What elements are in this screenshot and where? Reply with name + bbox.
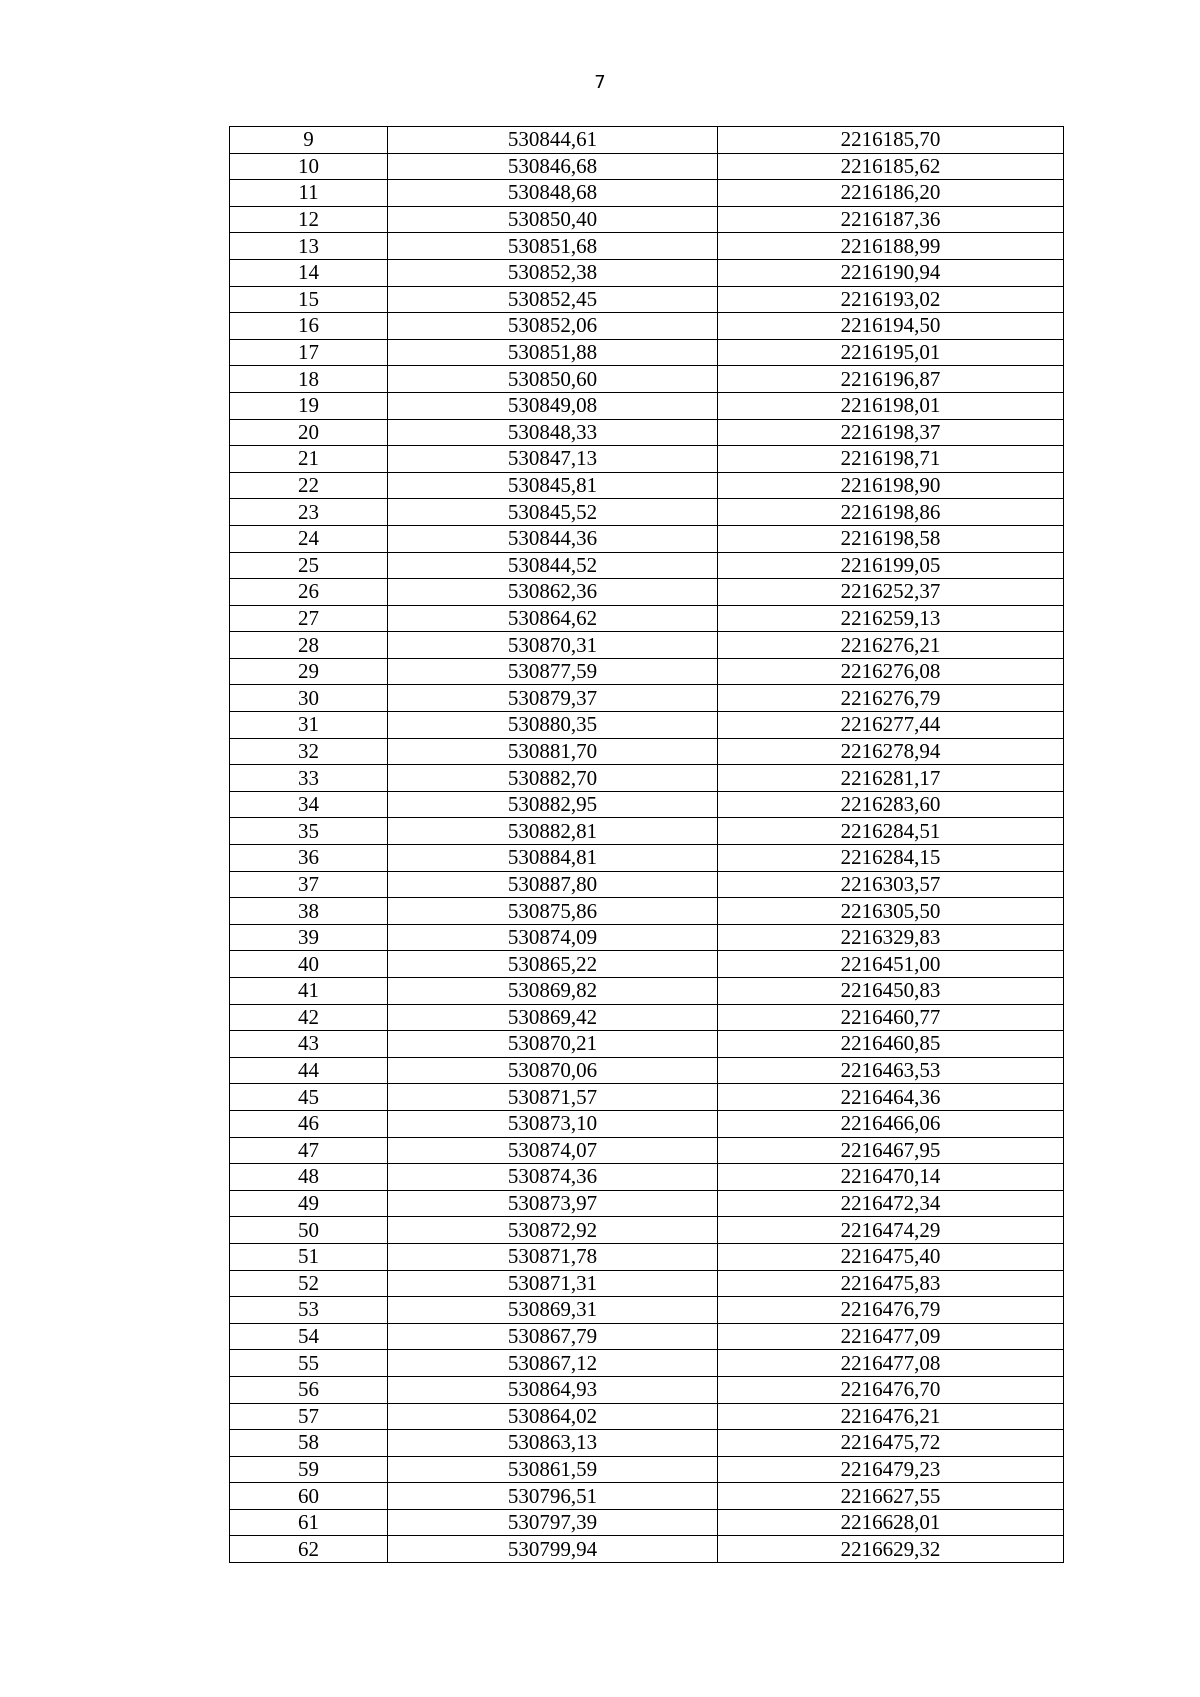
y-coordinate-cell: 2216259,13	[718, 605, 1064, 632]
x-coordinate-cell: 530864,93	[388, 1376, 718, 1403]
point-number-cell: 20	[230, 419, 388, 446]
y-coordinate-cell: 2216284,15	[718, 845, 1064, 872]
x-coordinate-cell: 530845,81	[388, 472, 718, 499]
table-row	[230, 871, 1064, 898]
y-coordinate-cell: 2216278,94	[718, 738, 1064, 765]
point-number-cell: 49	[230, 1190, 388, 1217]
point-number-cell: 12	[230, 206, 388, 233]
table-row	[230, 472, 1064, 499]
table-row	[230, 552, 1064, 579]
x-coordinate-cell: 530869,42	[388, 1004, 718, 1031]
table-row	[230, 1509, 1064, 1536]
point-number-cell: 37	[230, 871, 388, 898]
table-row	[230, 1403, 1064, 1430]
x-coordinate-cell: 530874,36	[388, 1164, 718, 1191]
point-number-cell: 52	[230, 1270, 388, 1297]
coordinates-table	[229, 126, 1064, 1563]
y-coordinate-cell: 2216450,83	[718, 978, 1064, 1005]
point-number-cell: 30	[230, 685, 388, 712]
x-coordinate-cell: 530852,38	[388, 259, 718, 286]
point-number-cell: 59	[230, 1456, 388, 1483]
point-number-cell: 14	[230, 259, 388, 286]
table-row	[230, 313, 1064, 340]
x-coordinate-cell: 530879,37	[388, 685, 718, 712]
table-row	[230, 1350, 1064, 1377]
table-row	[230, 392, 1064, 419]
point-number-cell: 36	[230, 845, 388, 872]
y-coordinate-cell: 2216476,21	[718, 1403, 1064, 1430]
x-coordinate-cell: 530799,94	[388, 1536, 718, 1563]
y-coordinate-cell: 2216474,29	[718, 1217, 1064, 1244]
point-number-cell: 50	[230, 1217, 388, 1244]
y-coordinate-cell: 2216467,95	[718, 1137, 1064, 1164]
x-coordinate-cell: 530870,31	[388, 632, 718, 659]
point-number-cell: 16	[230, 313, 388, 340]
point-number-cell: 21	[230, 446, 388, 473]
x-coordinate-cell: 530844,61	[388, 127, 718, 154]
x-coordinate-cell: 530881,70	[388, 738, 718, 765]
point-number-cell: 29	[230, 658, 388, 685]
point-number-cell: 18	[230, 366, 388, 393]
x-coordinate-cell: 530869,31	[388, 1297, 718, 1324]
x-coordinate-cell: 530870,06	[388, 1057, 718, 1084]
x-coordinate-cell: 530796,51	[388, 1483, 718, 1510]
x-coordinate-cell: 530863,13	[388, 1430, 718, 1457]
table-row	[230, 1110, 1064, 1137]
y-coordinate-cell: 2216276,08	[718, 658, 1064, 685]
table-row	[230, 658, 1064, 685]
x-coordinate-cell: 530870,21	[388, 1031, 718, 1058]
table-row	[230, 924, 1064, 951]
x-coordinate-cell: 530851,68	[388, 233, 718, 260]
y-coordinate-cell: 2216198,01	[718, 392, 1064, 419]
table-row	[230, 419, 1064, 446]
point-number-cell: 51	[230, 1243, 388, 1270]
x-coordinate-cell: 530869,82	[388, 978, 718, 1005]
x-coordinate-cell: 530882,70	[388, 765, 718, 792]
point-number-cell: 47	[230, 1137, 388, 1164]
table-row	[230, 579, 1064, 606]
table-row	[230, 1057, 1064, 1084]
point-number-cell: 9	[230, 127, 388, 154]
y-coordinate-cell: 2216195,01	[718, 339, 1064, 366]
y-coordinate-cell: 2216305,50	[718, 898, 1064, 925]
table-row	[230, 206, 1064, 233]
x-coordinate-cell: 530871,57	[388, 1084, 718, 1111]
y-coordinate-cell: 2216463,53	[718, 1057, 1064, 1084]
table-row	[230, 765, 1064, 792]
y-coordinate-cell: 2216475,40	[718, 1243, 1064, 1270]
table-row	[230, 898, 1064, 925]
x-coordinate-cell: 530882,81	[388, 818, 718, 845]
y-coordinate-cell: 2216281,17	[718, 765, 1064, 792]
x-coordinate-cell: 530848,68	[388, 180, 718, 207]
table-row	[230, 845, 1064, 872]
y-coordinate-cell: 2216276,21	[718, 632, 1064, 659]
y-coordinate-cell: 2216329,83	[718, 924, 1064, 951]
x-coordinate-cell: 530887,80	[388, 871, 718, 898]
y-coordinate-cell: 2216198,90	[718, 472, 1064, 499]
y-coordinate-cell: 2216472,34	[718, 1190, 1064, 1217]
table-row	[230, 127, 1064, 154]
y-coordinate-cell: 2216277,44	[718, 712, 1064, 739]
table-row	[230, 1430, 1064, 1457]
x-coordinate-cell: 530874,07	[388, 1137, 718, 1164]
x-coordinate-cell: 530852,45	[388, 286, 718, 313]
y-coordinate-cell: 2216186,20	[718, 180, 1064, 207]
point-number-cell: 38	[230, 898, 388, 925]
point-number-cell: 22	[230, 472, 388, 499]
coordinates-table-body	[230, 127, 1064, 1563]
y-coordinate-cell: 2216194,50	[718, 313, 1064, 340]
y-coordinate-cell: 2216198,71	[718, 446, 1064, 473]
table-row	[230, 1536, 1064, 1563]
point-number-cell: 32	[230, 738, 388, 765]
y-coordinate-cell: 2216451,00	[718, 951, 1064, 978]
table-row	[230, 153, 1064, 180]
point-number-cell: 13	[230, 233, 388, 260]
point-number-cell: 25	[230, 552, 388, 579]
point-number-cell: 53	[230, 1297, 388, 1324]
table-row	[230, 499, 1064, 526]
y-coordinate-cell: 2216198,58	[718, 525, 1064, 552]
point-number-cell: 35	[230, 818, 388, 845]
table-row	[230, 525, 1064, 552]
point-number-cell: 39	[230, 924, 388, 951]
y-coordinate-cell: 2216284,51	[718, 818, 1064, 845]
y-coordinate-cell: 2216464,36	[718, 1084, 1064, 1111]
x-coordinate-cell: 530850,40	[388, 206, 718, 233]
point-number-cell: 24	[230, 525, 388, 552]
table-row	[230, 818, 1064, 845]
x-coordinate-cell: 530797,39	[388, 1509, 718, 1536]
table-row	[230, 1217, 1064, 1244]
table-row	[230, 632, 1064, 659]
x-coordinate-cell: 530851,88	[388, 339, 718, 366]
table-row	[230, 1483, 1064, 1510]
table-row	[230, 339, 1064, 366]
y-coordinate-cell: 2216199,05	[718, 552, 1064, 579]
point-number-cell: 26	[230, 579, 388, 606]
point-number-cell: 46	[230, 1110, 388, 1137]
x-coordinate-cell: 530844,36	[388, 525, 718, 552]
point-number-cell: 43	[230, 1031, 388, 1058]
point-number-cell: 33	[230, 765, 388, 792]
table-row	[230, 1084, 1064, 1111]
y-coordinate-cell: 2216188,99	[718, 233, 1064, 260]
x-coordinate-cell: 530844,52	[388, 552, 718, 579]
y-coordinate-cell: 2216193,02	[718, 286, 1064, 313]
point-number-cell: 56	[230, 1376, 388, 1403]
x-coordinate-cell: 530848,33	[388, 419, 718, 446]
x-coordinate-cell: 530864,02	[388, 1403, 718, 1430]
x-coordinate-cell: 530871,31	[388, 1270, 718, 1297]
x-coordinate-cell: 530873,97	[388, 1190, 718, 1217]
y-coordinate-cell: 2216475,83	[718, 1270, 1064, 1297]
y-coordinate-cell: 2216190,94	[718, 259, 1064, 286]
table-row	[230, 605, 1064, 632]
table-row	[230, 180, 1064, 207]
table-row	[230, 1137, 1064, 1164]
table-row	[230, 1243, 1064, 1270]
y-coordinate-cell: 2216470,14	[718, 1164, 1064, 1191]
x-coordinate-cell: 530847,13	[388, 446, 718, 473]
table-row	[230, 233, 1064, 260]
y-coordinate-cell: 2216187,36	[718, 206, 1064, 233]
table-row	[230, 978, 1064, 1005]
y-coordinate-cell: 2216196,87	[718, 366, 1064, 393]
y-coordinate-cell: 2216303,57	[718, 871, 1064, 898]
table-row	[230, 791, 1064, 818]
y-coordinate-cell: 2216198,37	[718, 419, 1064, 446]
point-number-cell: 45	[230, 1084, 388, 1111]
table-row	[230, 446, 1064, 473]
x-coordinate-cell: 530852,06	[388, 313, 718, 340]
point-number-cell: 57	[230, 1403, 388, 1430]
point-number-cell: 54	[230, 1323, 388, 1350]
y-coordinate-cell: 2216252,37	[718, 579, 1064, 606]
point-number-cell: 58	[230, 1430, 388, 1457]
x-coordinate-cell: 530849,08	[388, 392, 718, 419]
x-coordinate-cell: 530845,52	[388, 499, 718, 526]
y-coordinate-cell: 2216627,55	[718, 1483, 1064, 1510]
table-row	[230, 259, 1064, 286]
y-coordinate-cell: 2216479,23	[718, 1456, 1064, 1483]
y-coordinate-cell: 2216276,79	[718, 685, 1064, 712]
table-row	[230, 951, 1064, 978]
y-coordinate-cell: 2216629,32	[718, 1536, 1064, 1563]
x-coordinate-cell: 530872,92	[388, 1217, 718, 1244]
table-row	[230, 1164, 1064, 1191]
point-number-cell: 11	[230, 180, 388, 207]
point-number-cell: 23	[230, 499, 388, 526]
point-number-cell: 28	[230, 632, 388, 659]
x-coordinate-cell: 530877,59	[388, 658, 718, 685]
y-coordinate-cell: 2216477,09	[718, 1323, 1064, 1350]
point-number-cell: 10	[230, 153, 388, 180]
x-coordinate-cell: 530871,78	[388, 1243, 718, 1270]
point-number-cell: 44	[230, 1057, 388, 1084]
page-number: 7	[594, 72, 606, 93]
table-row	[230, 1004, 1064, 1031]
y-coordinate-cell: 2216476,79	[718, 1297, 1064, 1324]
y-coordinate-cell: 2216477,08	[718, 1350, 1064, 1377]
table-row	[230, 366, 1064, 393]
table-row	[230, 1376, 1064, 1403]
y-coordinate-cell: 2216185,62	[718, 153, 1064, 180]
x-coordinate-cell: 530846,68	[388, 153, 718, 180]
point-number-cell: 60	[230, 1483, 388, 1510]
table-row	[230, 1297, 1064, 1324]
x-coordinate-cell: 530882,95	[388, 791, 718, 818]
point-number-cell: 42	[230, 1004, 388, 1031]
x-coordinate-cell: 530861,59	[388, 1456, 718, 1483]
table-row	[230, 1190, 1064, 1217]
point-number-cell: 17	[230, 339, 388, 366]
point-number-cell: 34	[230, 791, 388, 818]
point-number-cell: 15	[230, 286, 388, 313]
y-coordinate-cell: 2216460,77	[718, 1004, 1064, 1031]
x-coordinate-cell: 530875,86	[388, 898, 718, 925]
y-coordinate-cell: 2216185,70	[718, 127, 1064, 154]
table-row	[230, 1270, 1064, 1297]
point-number-cell: 62	[230, 1536, 388, 1563]
y-coordinate-cell: 2216460,85	[718, 1031, 1064, 1058]
x-coordinate-cell: 530865,22	[388, 951, 718, 978]
x-coordinate-cell: 530850,60	[388, 366, 718, 393]
point-number-cell: 19	[230, 392, 388, 419]
x-coordinate-cell: 530867,79	[388, 1323, 718, 1350]
table-row	[230, 1031, 1064, 1058]
x-coordinate-cell: 530874,09	[388, 924, 718, 951]
y-coordinate-cell: 2216283,60	[718, 791, 1064, 818]
table-row	[230, 1323, 1064, 1350]
table-row	[230, 738, 1064, 765]
point-number-cell: 40	[230, 951, 388, 978]
point-number-cell: 41	[230, 978, 388, 1005]
x-coordinate-cell: 530884,81	[388, 845, 718, 872]
table-row	[230, 712, 1064, 739]
point-number-cell: 27	[230, 605, 388, 632]
x-coordinate-cell: 530864,62	[388, 605, 718, 632]
x-coordinate-cell: 530867,12	[388, 1350, 718, 1377]
y-coordinate-cell: 2216198,86	[718, 499, 1064, 526]
table-row	[230, 286, 1064, 313]
point-number-cell: 55	[230, 1350, 388, 1377]
x-coordinate-cell: 530880,35	[388, 712, 718, 739]
y-coordinate-cell: 2216628,01	[718, 1509, 1064, 1536]
table-row	[230, 1456, 1064, 1483]
point-number-cell: 61	[230, 1509, 388, 1536]
x-coordinate-cell: 530862,36	[388, 579, 718, 606]
y-coordinate-cell: 2216466,06	[718, 1110, 1064, 1137]
point-number-cell: 31	[230, 712, 388, 739]
y-coordinate-cell: 2216476,70	[718, 1376, 1064, 1403]
y-coordinate-cell: 2216475,72	[718, 1430, 1064, 1457]
table-row	[230, 685, 1064, 712]
point-number-cell: 48	[230, 1164, 388, 1191]
x-coordinate-cell: 530873,10	[388, 1110, 718, 1137]
